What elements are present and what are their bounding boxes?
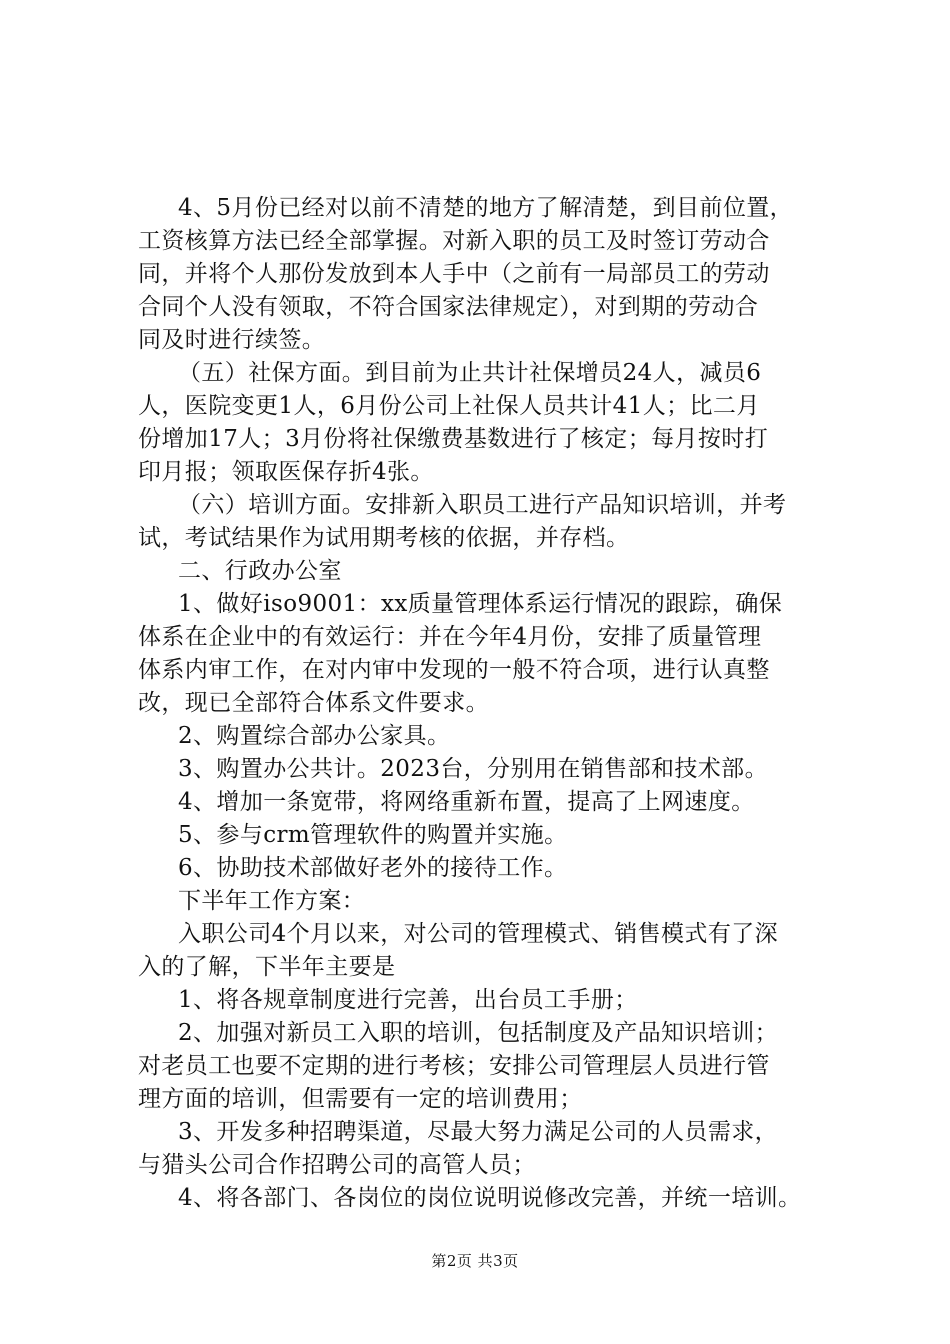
text-line: 4、增加一条宽带，将网络重新布置，提高了上网速度。 [178,789,755,815]
text-line: 工资核算方法已经全部掌握。对新入职的员工及时签订劳动合 [138,228,770,254]
text-line: （五）社保方面。到目前为止共计社保增员24人，减员6 [178,360,762,386]
text-line: 6、协助技术部做好老外的接待工作。 [178,855,568,881]
text-line: 2、加强对新员工入职的培训，包括制度及产品知识培训； [178,1020,779,1046]
text-line: 2、购置综合部办公家具。 [178,723,451,749]
text-line: 入职公司4个月以来，对公司的管理模式、销售模式有了深 [178,921,779,947]
text-line: 人，医院变更1人，6月份公司上社保人员共计41人；比二月 [138,393,760,419]
text-line: 对老员工也要不定期的进行考核；安排公司管理层人员进行管 [138,1053,770,1079]
text-line: 与猎头公司合作招聘公司的高管人员； [138,1152,536,1178]
text-line: 改，现已全部符合体系文件要求。 [138,690,489,716]
text-line: 体系在企业中的有效运行：并在今年4月份，安排了质量管理 [138,624,762,650]
text-line: 份增加17人；3月份将社保缴费基数进行了核定；每月按时打 [138,426,769,452]
text-line: 合同个人没有领取，不符合国家法律规定），对到期的劳动合 [138,294,759,320]
page-number: 第2页 共3页 [431,1252,519,1270]
text-line: 理方面的培训，但需要有一定的培训费用； [138,1086,583,1112]
text-line: 入的了解，下半年主要是 [138,954,396,980]
text-line: 5、参与crm管理软件的购置并实施。 [178,822,568,848]
text-line: 试，考试结果作为试用期考核的依据，并存档。 [138,525,630,551]
text-line: 体系内审工作，在对内审中发现的一般不符合项，进行认真整 [138,657,770,683]
text-line: 1、将各规章制度进行完善，出台员工手册； [178,987,638,1013]
text-line: 同，并将个人那份发放到本人手中（之前有一局部员工的劳动 [138,261,770,287]
text-line: 1、做好iso9001：xx质量管理体系运行情况的跟踪，确保 [178,591,783,617]
section-heading: 下半年工作方案： [178,888,366,914]
text-line: 4、将各部门、各岗位的岗位说明说修改完善，并统一培训。 [178,1185,802,1211]
section-heading: 二、行政办公室 [178,558,342,584]
text-line: 4、5月份已经对以前不清楚的地方了解清楚，到目前位置， [178,195,794,221]
text-line: 印月报；领取医保存折4张。 [138,459,434,485]
text-line: 3、开发多种招聘渠道，尽最大努力满足公司的人员需求， [178,1119,779,1145]
text-line: （六）培训方面。安排新入职员工进行产品知识培训，并考 [178,492,787,518]
text-line: 3、购置办公共计。2023台，分别用在销售部和技术部。 [178,756,768,782]
text-line: 同及时进行续签。 [138,327,326,353]
